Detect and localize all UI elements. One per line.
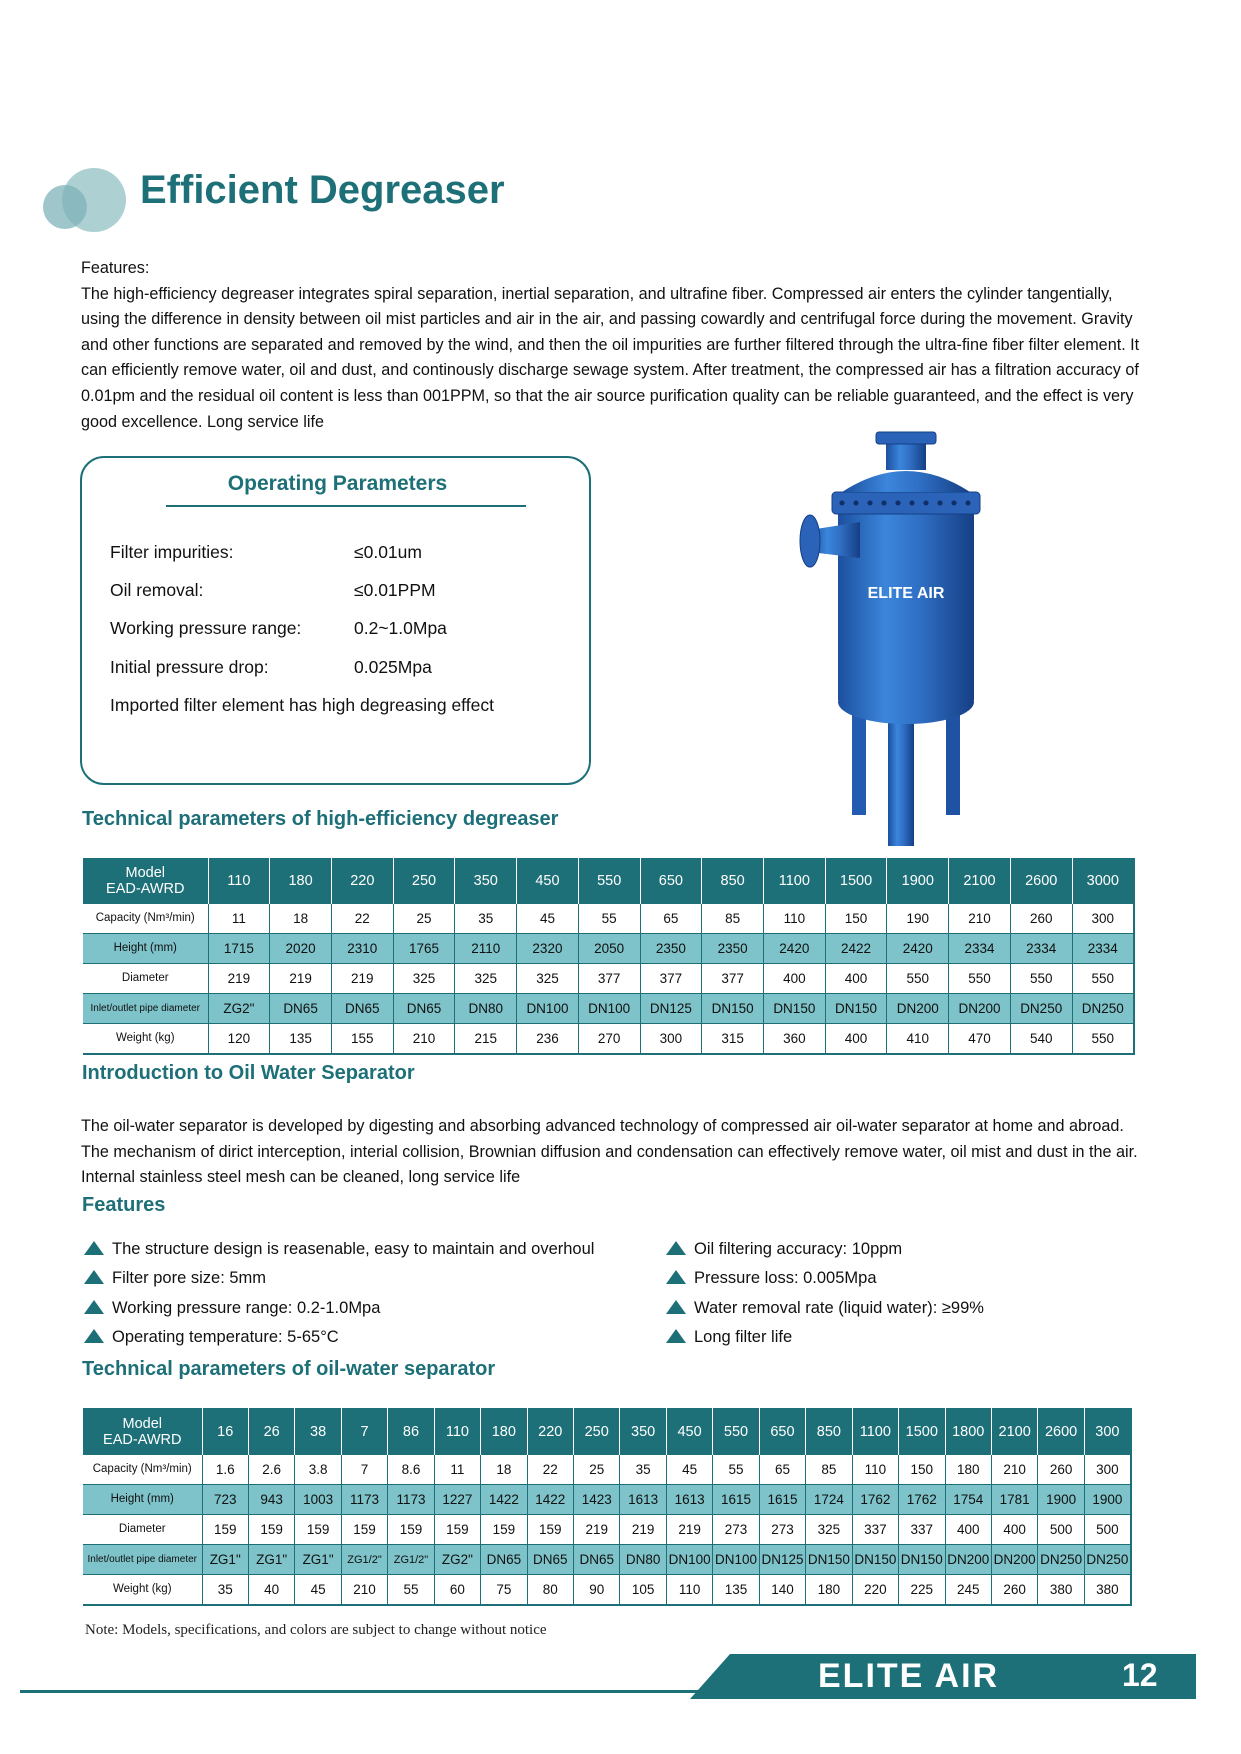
model-column-header: 38 — [295, 1408, 341, 1455]
table-cell: DN65 — [270, 994, 332, 1024]
table-cell: 325 — [806, 1515, 852, 1545]
table-cell: DN125 — [759, 1545, 805, 1575]
row-label: Weight (kg) — [83, 1024, 208, 1055]
row-label: Capacity (Nm³/min) — [83, 904, 208, 934]
model-column-header: 26 — [248, 1408, 294, 1455]
table-cell: 550 — [1010, 964, 1072, 994]
table-cell: 1615 — [759, 1485, 805, 1515]
table-cell: 236 — [517, 1024, 579, 1055]
model-column-header: 1500 — [825, 858, 887, 904]
table-cell: 45 — [517, 904, 579, 934]
intro-line: 0.01pm and the residual oil content is less than 001PPM, so that the air source purification quality can be reliable guaranteed, and the effect is very — [81, 386, 1134, 405]
table-cell: 3.8 — [295, 1455, 341, 1485]
table-cell: 159 — [481, 1515, 527, 1545]
table-cell: 325 — [517, 964, 579, 994]
table-cell: 2110 — [455, 934, 517, 964]
table-cell: 2420 — [763, 934, 825, 964]
triangle-bullet-icon — [666, 1329, 686, 1343]
table-cell: 1724 — [806, 1485, 852, 1515]
model-column-header: 16 — [202, 1408, 248, 1455]
table-row — [83, 1455, 1131, 1485]
table-cell: 550 — [887, 964, 949, 994]
table-cell: DN150 — [852, 1545, 898, 1575]
table-cell: 35 — [455, 904, 517, 934]
table-cell: 1227 — [434, 1485, 480, 1515]
table-cell: 11 — [208, 904, 270, 934]
title-divider — [166, 505, 526, 507]
row-label: Capacity (Nm³/min) — [83, 1455, 202, 1485]
intro-line: Features: — [81, 259, 150, 277]
table-row — [83, 1515, 1131, 1545]
table-cell: DN100 — [713, 1545, 759, 1575]
footer-brand-logo: ELITE AIR — [818, 1657, 1000, 1695]
table-cell: DN100 — [666, 1545, 712, 1575]
param-row — [110, 618, 447, 639]
table-cell: DN150 — [899, 1545, 945, 1575]
table-cell: 219 — [208, 964, 270, 994]
table-cell: 159 — [434, 1515, 480, 1545]
table-cell: 18 — [481, 1455, 527, 1485]
table-cell: 377 — [578, 964, 640, 994]
table-cell: 325 — [455, 964, 517, 994]
table-cell: DN250 — [1072, 994, 1134, 1024]
row-label: Height (mm) — [83, 1485, 202, 1515]
table-cell: 400 — [825, 1024, 887, 1055]
intro-line: using the difference in density between oil mist particles and air in the air, and passing cowardly and centrifugal force during the movement. Gravity — [81, 310, 1133, 329]
table-cell: 1173 — [388, 1485, 434, 1515]
model-column-header: 300 — [1084, 1408, 1131, 1455]
footer-rule — [20, 1690, 740, 1693]
table-cell: DN250 — [1038, 1545, 1084, 1575]
model-column-header: 180 — [481, 1408, 527, 1455]
model-column-header: 220 — [331, 858, 393, 904]
table-cell: 215 — [455, 1024, 517, 1055]
table-cell: 540 — [1010, 1024, 1072, 1055]
disclaimer-note: Note: Models, specifications, and colors are subject to change without notice — [85, 1622, 547, 1638]
table-cell: 180 — [806, 1575, 852, 1606]
table-cell: 80 — [527, 1575, 573, 1606]
table-cell: 1422 — [481, 1485, 527, 1515]
table-cell: 245 — [945, 1575, 991, 1606]
model-column-header: 220 — [527, 1408, 573, 1455]
table2-heading: Technical parameters of oil-water separator — [82, 1358, 496, 1380]
table-cell: 2350 — [640, 934, 702, 964]
product-brand-text: ELITE AIR — [867, 585, 945, 602]
table-cell: 470 — [949, 1024, 1011, 1055]
table-cell: 210 — [341, 1575, 387, 1606]
table-cell: ZG1" — [295, 1545, 341, 1575]
triangle-bullet-icon — [84, 1241, 104, 1255]
intro-line: good excellence. Long service life — [81, 412, 324, 431]
model-column-header: 550 — [713, 1408, 759, 1455]
operating-parameters-box — [80, 456, 591, 785]
table-cell: 8.6 — [388, 1455, 434, 1485]
table-cell: 380 — [1084, 1575, 1131, 1606]
table1-heading: Technical parameters of high-efficiency degreaser — [82, 808, 559, 830]
param-value: ≤0.01um — [354, 542, 422, 562]
param-note: Imported filter element has high degreasing effect — [110, 695, 494, 715]
model-column-header: 110 — [208, 858, 270, 904]
table-cell: 55 — [578, 904, 640, 934]
table-cell: 260 — [991, 1575, 1037, 1606]
table-cell: 315 — [702, 1024, 764, 1055]
model-column-header: 110 — [434, 1408, 480, 1455]
table-cell: 550 — [1072, 1024, 1134, 1055]
table-cell: DN150 — [763, 994, 825, 1024]
table-cell: 325 — [393, 964, 455, 994]
table-cell: 1781 — [991, 1485, 1037, 1515]
table-cell: DN200 — [991, 1545, 1037, 1575]
table-cell: 219 — [666, 1515, 712, 1545]
table-cell: DN100 — [578, 994, 640, 1024]
table-cell: ZG1" — [248, 1545, 294, 1575]
table-cell: 2334 — [1072, 934, 1134, 964]
table-cell: DN100 — [517, 994, 579, 1024]
triangle-bullet-icon — [666, 1270, 686, 1284]
table-cell: 300 — [1072, 904, 1134, 934]
param-row — [110, 657, 432, 678]
model-column-header: 2600 — [1038, 1408, 1084, 1455]
degreaser-spec-table — [83, 858, 1135, 1055]
table-cell: 210 — [949, 904, 1011, 934]
operating-parameters-title: Operating Parameters — [227, 472, 448, 495]
table-cell: 135 — [270, 1024, 332, 1055]
intro-line: The high-efficiency degreaser integrates spiral separation, inertial separation, and ultrafine fiber. Compressed air enters the cylinder tangentially, — [81, 284, 1113, 303]
table-cell: 159 — [295, 1515, 341, 1545]
model-column-header: 3000 — [1072, 858, 1134, 904]
table-cell: 180 — [945, 1455, 991, 1485]
feature-item: Working pressure range: 0.2-1.0Mpa — [84, 1299, 380, 1318]
triangle-bullet-icon — [666, 1300, 686, 1314]
table-cell: 400 — [945, 1515, 991, 1545]
table-cell: 105 — [620, 1575, 666, 1606]
table-cell: 300 — [1084, 1455, 1131, 1485]
features-heading: Features — [82, 1194, 166, 1216]
table-cell: 219 — [270, 964, 332, 994]
table-cell: 60 — [434, 1575, 480, 1606]
table-cell: 159 — [341, 1515, 387, 1545]
model-column-header: 1800 — [945, 1408, 991, 1455]
table-cell: 220 — [852, 1575, 898, 1606]
table-cell: 120 — [208, 1024, 270, 1055]
table-cell: 35 — [620, 1455, 666, 1485]
table-cell: DN80 — [620, 1545, 666, 1575]
water-sep-heading: Introduction to Oil Water Separator — [82, 1062, 415, 1084]
param-value: 0.2~1.0Mpa — [354, 618, 447, 638]
table-cell: DN200 — [949, 994, 1011, 1024]
table-cell: DN200 — [945, 1545, 991, 1575]
table-cell: 159 — [388, 1515, 434, 1545]
table-cell: 140 — [759, 1575, 805, 1606]
table-cell: 22 — [527, 1455, 573, 1485]
table-cell: 22 — [331, 904, 393, 934]
table-cell: DN250 — [1084, 1545, 1131, 1575]
table-cell: 2334 — [949, 934, 1011, 964]
table-cell: 219 — [620, 1515, 666, 1545]
table-cell: 85 — [702, 904, 764, 934]
table-row — [83, 1575, 1131, 1606]
model-column-header: 86 — [388, 1408, 434, 1455]
table-row — [83, 1545, 1131, 1575]
model-column-header: 2600 — [1010, 858, 1072, 904]
table-cell: 550 — [1072, 964, 1134, 994]
table-cell: 1003 — [295, 1485, 341, 1515]
model-column-header: 250 — [574, 1408, 620, 1455]
table-cell: 943 — [248, 1485, 294, 1515]
table-cell: 337 — [899, 1515, 945, 1545]
table-cell: 1715 — [208, 934, 270, 964]
row-label: Diameter — [83, 964, 208, 994]
model-column-header: 1500 — [899, 1408, 945, 1455]
table-cell: 273 — [713, 1515, 759, 1545]
table-cell: 2320 — [517, 934, 579, 964]
table-cell: 410 — [887, 1024, 949, 1055]
table-cell: 1765 — [393, 934, 455, 964]
table-cell: 110 — [666, 1575, 712, 1606]
table-cell: 155 — [331, 1024, 393, 1055]
table-cell: 65 — [640, 904, 702, 934]
table-cell: 110 — [852, 1455, 898, 1485]
table-cell: 45 — [295, 1575, 341, 1606]
model-column-header: 180 — [270, 858, 332, 904]
table-cell: 2020 — [270, 934, 332, 964]
table-cell: 2334 — [1010, 934, 1072, 964]
table-cell: 1762 — [852, 1485, 898, 1515]
table-cell: 723 — [202, 1485, 248, 1515]
table-cell: 219 — [574, 1515, 620, 1545]
table-cell: 2.6 — [248, 1455, 294, 1485]
table-header-row — [83, 1408, 1131, 1455]
water-sep-line: The mechanism of dirict interception, interial collision, Brownian diffusion and condensation can effectively remove water, oil mist and dust in the air. — [81, 1142, 1138, 1161]
separator-spec-table — [83, 1408, 1132, 1606]
water-sep-line: The oil-water separator is developed by digesting and absorbing advanced technology of compressed air oil-water separator at home and abroad. — [81, 1117, 1124, 1135]
model-column-header: 1100 — [852, 1408, 898, 1455]
triangle-bullet-icon — [84, 1270, 104, 1284]
table-cell: 25 — [393, 904, 455, 934]
model-column-header: 2100 — [991, 1408, 1037, 1455]
table-row — [83, 994, 1134, 1024]
table-row — [83, 1485, 1131, 1515]
degreaser-product-image — [790, 430, 1010, 850]
table-cell: 35 — [202, 1575, 248, 1606]
table-cell: 219 — [331, 964, 393, 994]
table-cell: 273 — [759, 1515, 805, 1545]
table-cell: 110 — [763, 904, 825, 934]
table-cell: 90 — [574, 1575, 620, 1606]
table-cell: DN65 — [331, 994, 393, 1024]
table-cell: 55 — [713, 1455, 759, 1485]
table-cell: 75 — [481, 1575, 527, 1606]
table-cell: 500 — [1038, 1515, 1084, 1545]
table-cell: 1423 — [574, 1485, 620, 1515]
param-row — [110, 580, 436, 601]
table-cell: 85 — [806, 1455, 852, 1485]
table-cell: 2310 — [331, 934, 393, 964]
table-cell: 400 — [763, 964, 825, 994]
table-cell: 45 — [666, 1455, 712, 1485]
table-cell: 377 — [702, 964, 764, 994]
table-cell: DN250 — [1010, 994, 1072, 1024]
table-cell: DN150 — [702, 994, 764, 1024]
model-column-header: 7 — [341, 1408, 387, 1455]
param-value: 0.025Mpa — [354, 657, 432, 677]
table-cell: 500 — [1084, 1515, 1131, 1545]
table-cell: 150 — [899, 1455, 945, 1485]
model-header: Model EAD-AWRD — [83, 858, 208, 904]
param-label: Working pressure range: — [110, 618, 302, 638]
table-cell: 159 — [248, 1515, 294, 1545]
model-column-header: 1100 — [763, 858, 825, 904]
feature-item: Long filter life — [666, 1328, 792, 1347]
model-column-header: 450 — [666, 1408, 712, 1455]
model-column-header: 350 — [620, 1408, 666, 1455]
intro-line: and other functions are separated and removed by the wind, and then the oil impurities are further filtered through the ultra-fine fiber filter element. It — [81, 335, 1140, 354]
table-cell: ZG1" — [202, 1545, 248, 1575]
table-cell: 25 — [574, 1455, 620, 1485]
table-cell: 159 — [527, 1515, 573, 1545]
table-cell: DN65 — [393, 994, 455, 1024]
triangle-bullet-icon — [666, 1241, 686, 1255]
param-label: Oil removal: — [110, 580, 204, 600]
table-cell: 270 — [578, 1024, 640, 1055]
table-cell: DN200 — [887, 994, 949, 1024]
table-cell: DN150 — [825, 994, 887, 1024]
intro-line: can efficiently remove water, oil and dust, and continously discharge sewage system. After treatment, the compressed air has a filtration accuracy of — [81, 361, 1139, 380]
table-cell: 18 — [270, 904, 332, 934]
model-column-header: 2100 — [949, 858, 1011, 904]
table-cell: 210 — [991, 1455, 1037, 1485]
table-cell: 7 — [341, 1455, 387, 1485]
feature-item: Filter pore size: 5mm — [84, 1269, 266, 1288]
table-cell: 2422 — [825, 934, 887, 964]
row-label: Diameter — [83, 1515, 202, 1545]
table-cell: 65 — [759, 1455, 805, 1485]
param-label: Filter impurities: — [110, 542, 234, 562]
table-cell: ZG2" — [434, 1545, 480, 1575]
table-cell: 2350 — [702, 934, 764, 964]
model-column-header: 250 — [393, 858, 455, 904]
table-row — [83, 934, 1134, 964]
table-cell: 400 — [825, 964, 887, 994]
table-cell: DN65 — [481, 1545, 527, 1575]
table-cell: ZG2" — [208, 994, 270, 1024]
table-header-row — [83, 858, 1134, 904]
table-cell: 225 — [899, 1575, 945, 1606]
decor-circle-small — [43, 185, 87, 229]
model-column-header: 350 — [455, 858, 517, 904]
param-value: ≤0.01PPM — [354, 580, 436, 600]
table-cell: 1900 — [1038, 1485, 1084, 1515]
table-cell: 360 — [763, 1024, 825, 1055]
table-row — [83, 1024, 1134, 1055]
table-cell: 380 — [1038, 1575, 1084, 1606]
triangle-bullet-icon — [84, 1300, 104, 1314]
row-label: Inlet/outlet pipe diameter — [83, 994, 208, 1024]
table-cell: DN65 — [574, 1545, 620, 1575]
table-cell: 1754 — [945, 1485, 991, 1515]
table-row — [83, 904, 1134, 934]
table-cell: 1.6 — [202, 1455, 248, 1485]
table-cell: 300 — [640, 1024, 702, 1055]
param-row — [110, 542, 422, 563]
table-cell: 1900 — [1084, 1485, 1131, 1515]
table-cell: ZG1/2" — [388, 1545, 434, 1575]
feature-item: Pressure loss: 0.005Mpa — [666, 1269, 877, 1288]
feature-item: Oil filtering accuracy: 10ppm — [666, 1240, 902, 1259]
table-cell: 159 — [202, 1515, 248, 1545]
table-cell: 550 — [949, 964, 1011, 994]
table-cell: 55 — [388, 1575, 434, 1606]
table-cell: DN65 — [527, 1545, 573, 1575]
table-cell: 1173 — [341, 1485, 387, 1515]
table-cell: 260 — [1038, 1455, 1084, 1485]
table-cell: 1613 — [620, 1485, 666, 1515]
model-header: Model EAD-AWRD — [83, 1408, 202, 1455]
page-title: Efficient Degreaser — [140, 168, 505, 212]
table-cell: 40 — [248, 1575, 294, 1606]
triangle-bullet-icon — [84, 1329, 104, 1343]
row-label: Height (mm) — [83, 934, 208, 964]
table-cell: 2420 — [887, 934, 949, 964]
feature-item: Water removal rate (liquid water): ≥99% — [666, 1299, 984, 1318]
table-cell: DN80 — [455, 994, 517, 1024]
intro-paragraph — [81, 256, 1181, 435]
table-cell: 135 — [713, 1575, 759, 1606]
model-column-header: 650 — [640, 858, 702, 904]
param-label: Initial pressure drop: — [110, 657, 269, 677]
table-row — [83, 964, 1134, 994]
row-label: Inlet/outlet pipe diameter — [83, 1545, 202, 1575]
table-cell: 1422 — [527, 1485, 573, 1515]
table-cell: ZG1/2" — [341, 1545, 387, 1575]
model-column-header: 450 — [517, 858, 579, 904]
water-sep-line: Internal stainless steel mesh can be cleaned, long service life — [81, 1168, 521, 1187]
page-number: 12 — [1122, 1657, 1158, 1693]
table-cell: 377 — [640, 964, 702, 994]
model-column-header: 1900 — [887, 858, 949, 904]
water-sep-paragraph — [81, 1114, 1181, 1191]
table-cell: 1615 — [713, 1485, 759, 1515]
table-cell: 337 — [852, 1515, 898, 1545]
table-cell: 1762 — [899, 1485, 945, 1515]
table-cell: 190 — [887, 904, 949, 934]
row-label: Weight (kg) — [83, 1575, 202, 1606]
model-column-header: 650 — [759, 1408, 805, 1455]
table-cell: 1613 — [666, 1485, 712, 1515]
table-cell: 400 — [991, 1515, 1037, 1545]
table-cell: 11 — [434, 1455, 480, 1485]
table-cell: 210 — [393, 1024, 455, 1055]
model-column-header: 550 — [578, 858, 640, 904]
feature-item: The structure design is reasenable, easy to maintain and overhoul — [84, 1240, 594, 1259]
model-column-header: 850 — [702, 858, 764, 904]
table-cell: 150 — [825, 904, 887, 934]
table-cell: 260 — [1010, 904, 1072, 934]
table-cell: DN125 — [640, 994, 702, 1024]
table-cell: DN150 — [806, 1545, 852, 1575]
model-column-header: 850 — [806, 1408, 852, 1455]
feature-item: Operating temperature: 5-65°C — [84, 1328, 339, 1347]
table-cell: 2050 — [578, 934, 640, 964]
